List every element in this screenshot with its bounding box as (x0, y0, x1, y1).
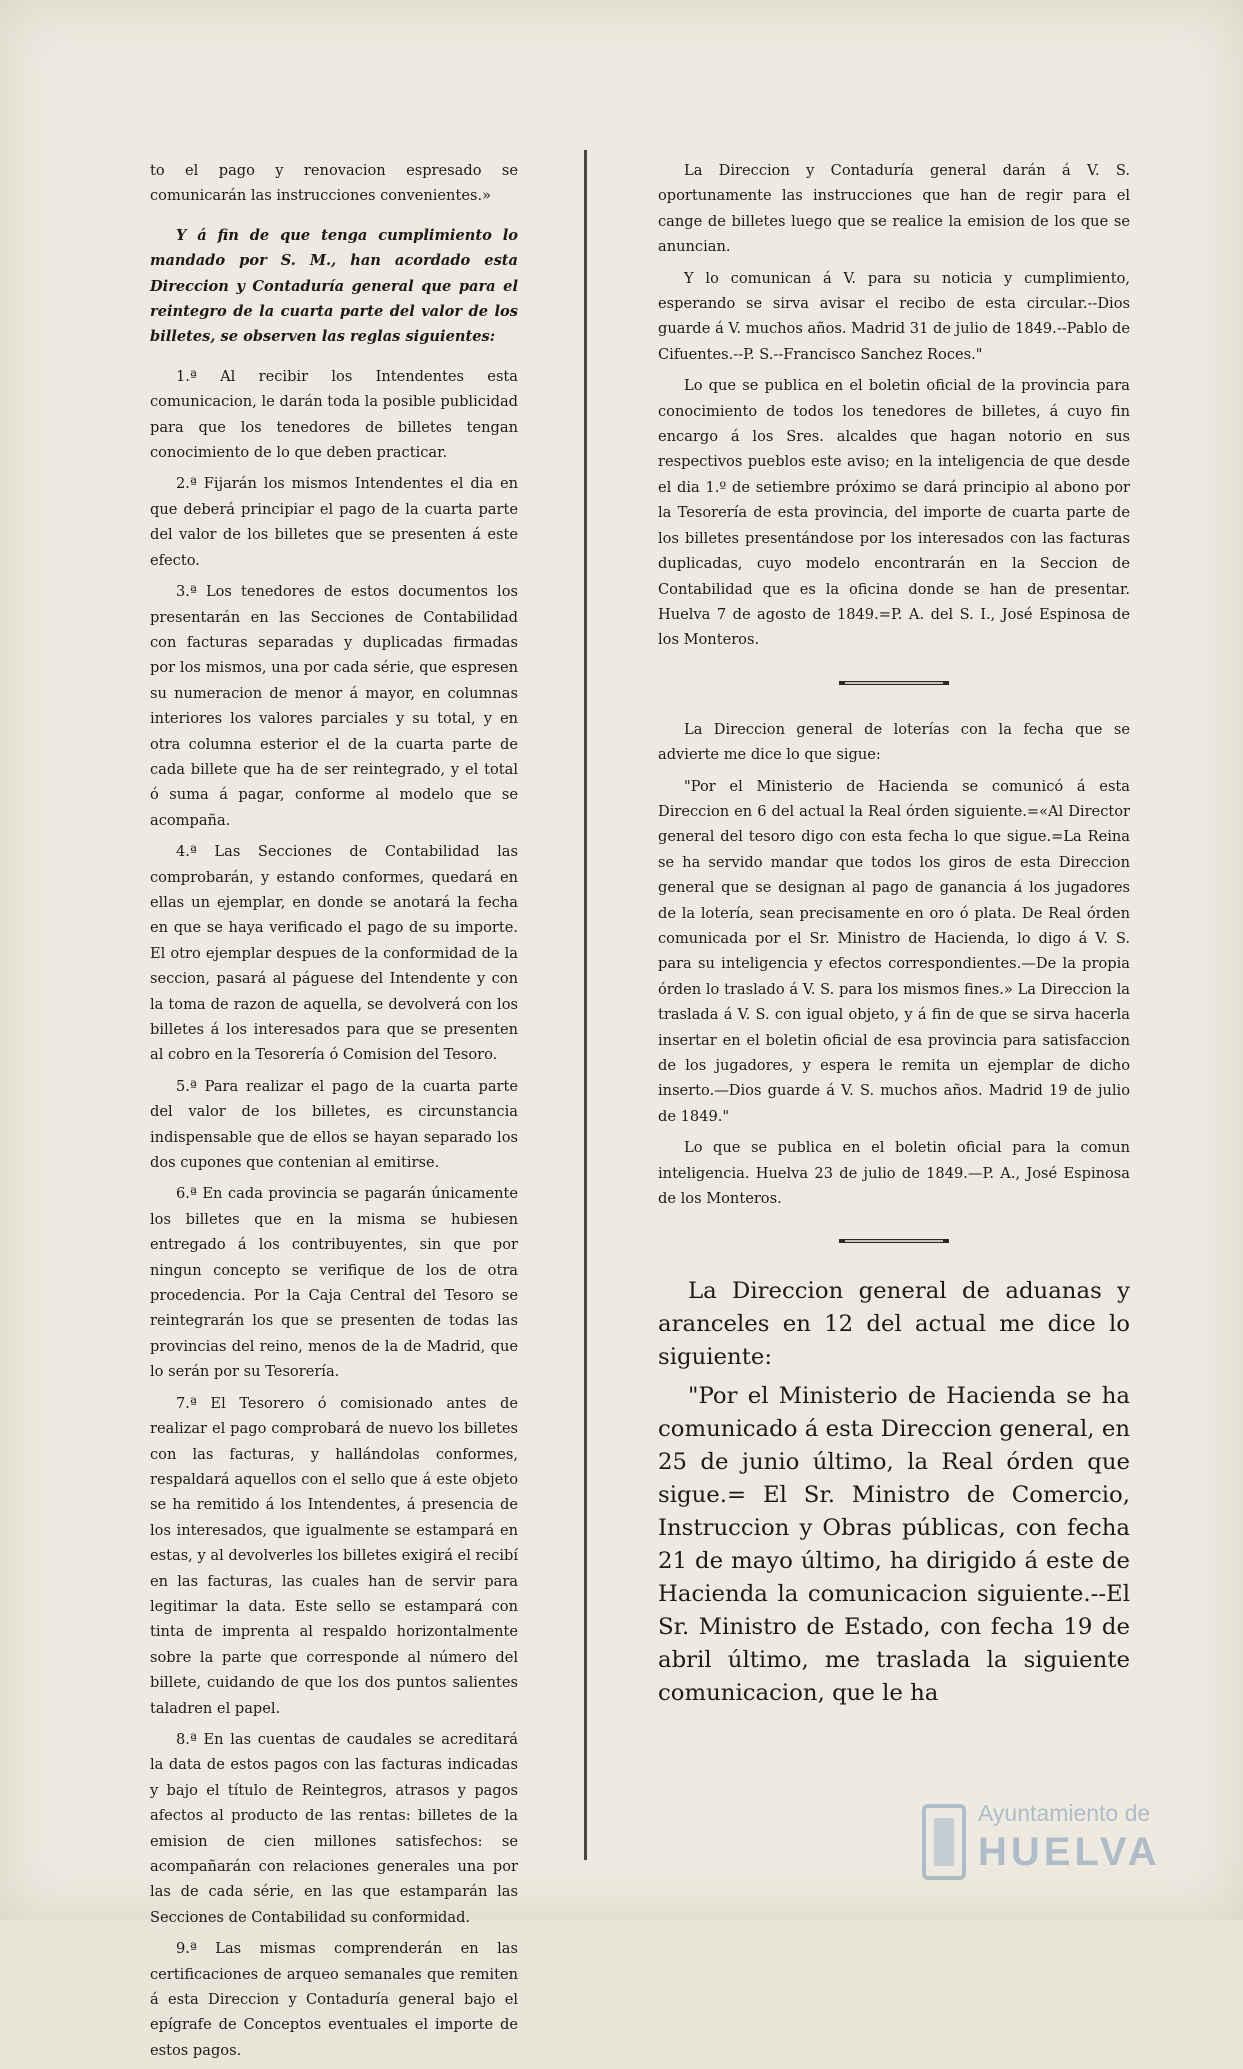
rule-7: 7.ª El Tesorero ó comisionado antes de realizar el pago comprobará de nuevo los billetes con las facturas, y hallándolas conformes, respaldará aquellos con el sello que á este objeto se ha remitido á los Intendentes, á presencia de los interesados, que igualmente se estampará en estas, y al devolverles los billetes exigirá el recibí en las facturas, las cuales han de servir para legitimar la data. Este sello se estampará con tinta de imprenta al respaldo horizontalmente sobre la parte que corresponde al número del billete, cuidando de que los dos puntos salientes taladren el papel. (150, 1394, 518, 1717)
right-s2-paragraph-2: Lo que se publica en el boletin oficial para la comun inteligencia. Huelva 23 de julio de 1849.—P. A., José Espinosa de los Monteros. (658, 1139, 1130, 1208)
rule-1: 1.ª Al recibir los Intendentes esta comunicacion, le darán toda la posible publicidad para que los tenedores de billetes tengan conocimiento de lo que deben practicar. (150, 367, 518, 462)
rule-8: 8.ª En las cuentas de caudales se acreditará la data de estos pagos con las facturas indicadas y bajo el título de Reintegros, atrasos y pagos afectos al producto de las rentas: billetes de la emision de cien millones satisfechos: se acompañarán con relaciones generales una por las de cada série, en las que estamparán las Secciones de Contabilidad su conformidad. (150, 1730, 518, 1926)
coat-of-arms-icon (920, 1802, 968, 1882)
right-s2-paragraph-1: "Por el Ministerio de Hacienda se comunicó á esta Direccion en 6 del actual la Real órden siguiente.=«Al Director general del tesoro digo con esta fecha lo que sigue.=La Reina se ha servido mandar que todos los giros de esta Direccion general que se designan al pago de ganancia á los jugadores de la lotería, sean precisamente en oro ó plata. De Real órden comunicada por el Sr. Ministro de Hacienda, lo digo á V. S. para su inteligencia y efectos correspondientes.—De la propia órden lo traslado á V. S. para los mismos fines.» La Direccion la traslada á V. S. con igual objeto, y á fin de que se sirva hacerla insertar en el boletin oficial de esa provincia para satisfaccion de los jugadores, y espera le remita un ejemplar de dicho inserto.—Dios guarde á V. S. muchos años. Madrid 19 de julio de 1849." (658, 777, 1130, 1125)
rule-2: 2.ª Fijarán los mismos Intendentes el dia en que deberá principiar el pago de la cuarta parte del valor de los billetes que se presenten á este efecto. (150, 475, 518, 569)
right-s1-paragraph-0: La Direccion y Contaduría general darán á V. S. oportunamente las instrucciones que han de regir para el cange de billetes luego que se realice la emision de los que se anuncian. (658, 162, 1130, 256)
rule-5: 5.ª Para realizar el pago de la cuarta parte del valor de los billetes, es circunstancia indispensable que de ellos se hayan separado los dos cupones que contenian al emitirse. (150, 1077, 518, 1172)
right-s1-paragraph-1: Y lo comunican á V. para su noticia y cumplimiento, esperando se sirva avisar el recibo de esta circular.--Dios guarde á V. muchos años. Madrid 31 de julio de 1849.--Pablo de Cifuentes.--P. S.--Francisco Sanchez Roces." (658, 269, 1130, 363)
left-paragraph-1: Y á fin de que tenga cumplimiento lo mandado por S. M., han acordado esta Direccion y Contaduría general que para el reintegro de la cuarta parte del valor de los billetes, se observen las reglas siguientes: (150, 226, 518, 346)
large-type-section (658, 1275, 1130, 1710)
right-s3-paragraph-1: "Por el Ministerio de Hacienda se ha comunicado á esta Direccion general, en 25 de junio último, la Real órden que sigue.= El Sr. Ministro de Comercio, Instruccion y Obras públicas, con fecha 21 de mayo último, ha dirigido á este de Hacienda la comunicacion siguiente.--El Sr. Ministro de Estado, con fecha 19 de abril último, me traslada la siguiente comunicacion, que le ha (658, 1383, 1130, 1707)
watermark-line2: HUELVA (978, 1830, 1161, 1874)
right-s3-paragraph-0: La Direccion general de aduanas y aranceles en 12 del actual me dice lo siguiente: (658, 1278, 1130, 1371)
rule-3: 3.ª Los tenedores de estos documentos los presentarán en las Secciones de Contabilidad con facturas separadas y duplicadas firmadas por los mismos, una por cada série, que espresen su numeracion de menor á mayor, en columnas interiores los valores parciales y su total, y en otra columna esterior el de la cuarta parte de cada billete que ha de ser reintegrado, y el total ó suma á pagar, conforme al modelo que se acompaña. (150, 583, 518, 829)
right-s1-paragraph-2: Lo que se publica en el boletin oficial de la provincia para conocimiento de todos los tenedores de billetes, á cuyo fin encargo á los Sres. alcaldes que hagan notorio en sus respectivos pueblos este aviso; en la inteligencia de que desde el dia 1.º de setiembre próximo se dará principio al abono por la Tesorería de esta provincia, del importe de cuarta parte de los billetes presentándose por los interesados con las facturas duplicadas, cuyo modelo encontrarán en la Seccion de Contabilidad que es la oficina donde se han de presentar. Huelva 7 de agosto de 1849.=P. A. del S. I., José Espinosa de los Monteros. (658, 377, 1130, 649)
left-column (150, 158, 518, 2069)
right-column (658, 158, 1130, 1716)
archive-watermark (920, 1800, 1170, 1890)
rule-9: 9.ª Las mismas comprenderán en las certificaciones de arqueo semanales que remiten á esta Direccion y Contaduría general bajo el epígrafe de Conceptos eventuales el importe de estos pagos. (150, 1940, 518, 2059)
left-paragraph-0: to el pago y renovacion espresado se comunicarán las instrucciones convenientes.» (150, 162, 518, 205)
rule-4: 4.ª Las Secciones de Contabilidad las comprobarán, y estando conformes, quedará en ellas un ejemplar, en donde se anotará la fecha en que se haya verificado el pago de su importe. El otro ejemplar despues de la conformidad de la seccion, pasará al páguese del Intendente y con la toma de razon de aquella, se devolverá con los billetes á los interesados para que se presenten al cobro en la Tesorería ó Comision del Tesoro. (150, 843, 518, 1064)
column-divider (584, 150, 587, 1860)
rule-6: 6.ª En cada provincia se pagarán únicamente los billetes que en la misma se hubiesen entregado á los contribuyentes, sin que por ningun concepto se verifique de los de otra procedencia. Por la Caja Central del Tesoro se reintegrarán los que se presenten de todas las provincias del reino, menos de la de Madrid, que lo serán por su Tesorería. (150, 1185, 518, 1381)
right-s2-paragraph-0: La Direccion general de loterías con la fecha que se advierte me dice lo que sigue: (658, 720, 1130, 764)
section-separator-ornament (839, 679, 949, 687)
section-separator-ornament (839, 1237, 949, 1245)
watermark-line1: Ayuntamiento de (978, 1800, 1151, 1826)
